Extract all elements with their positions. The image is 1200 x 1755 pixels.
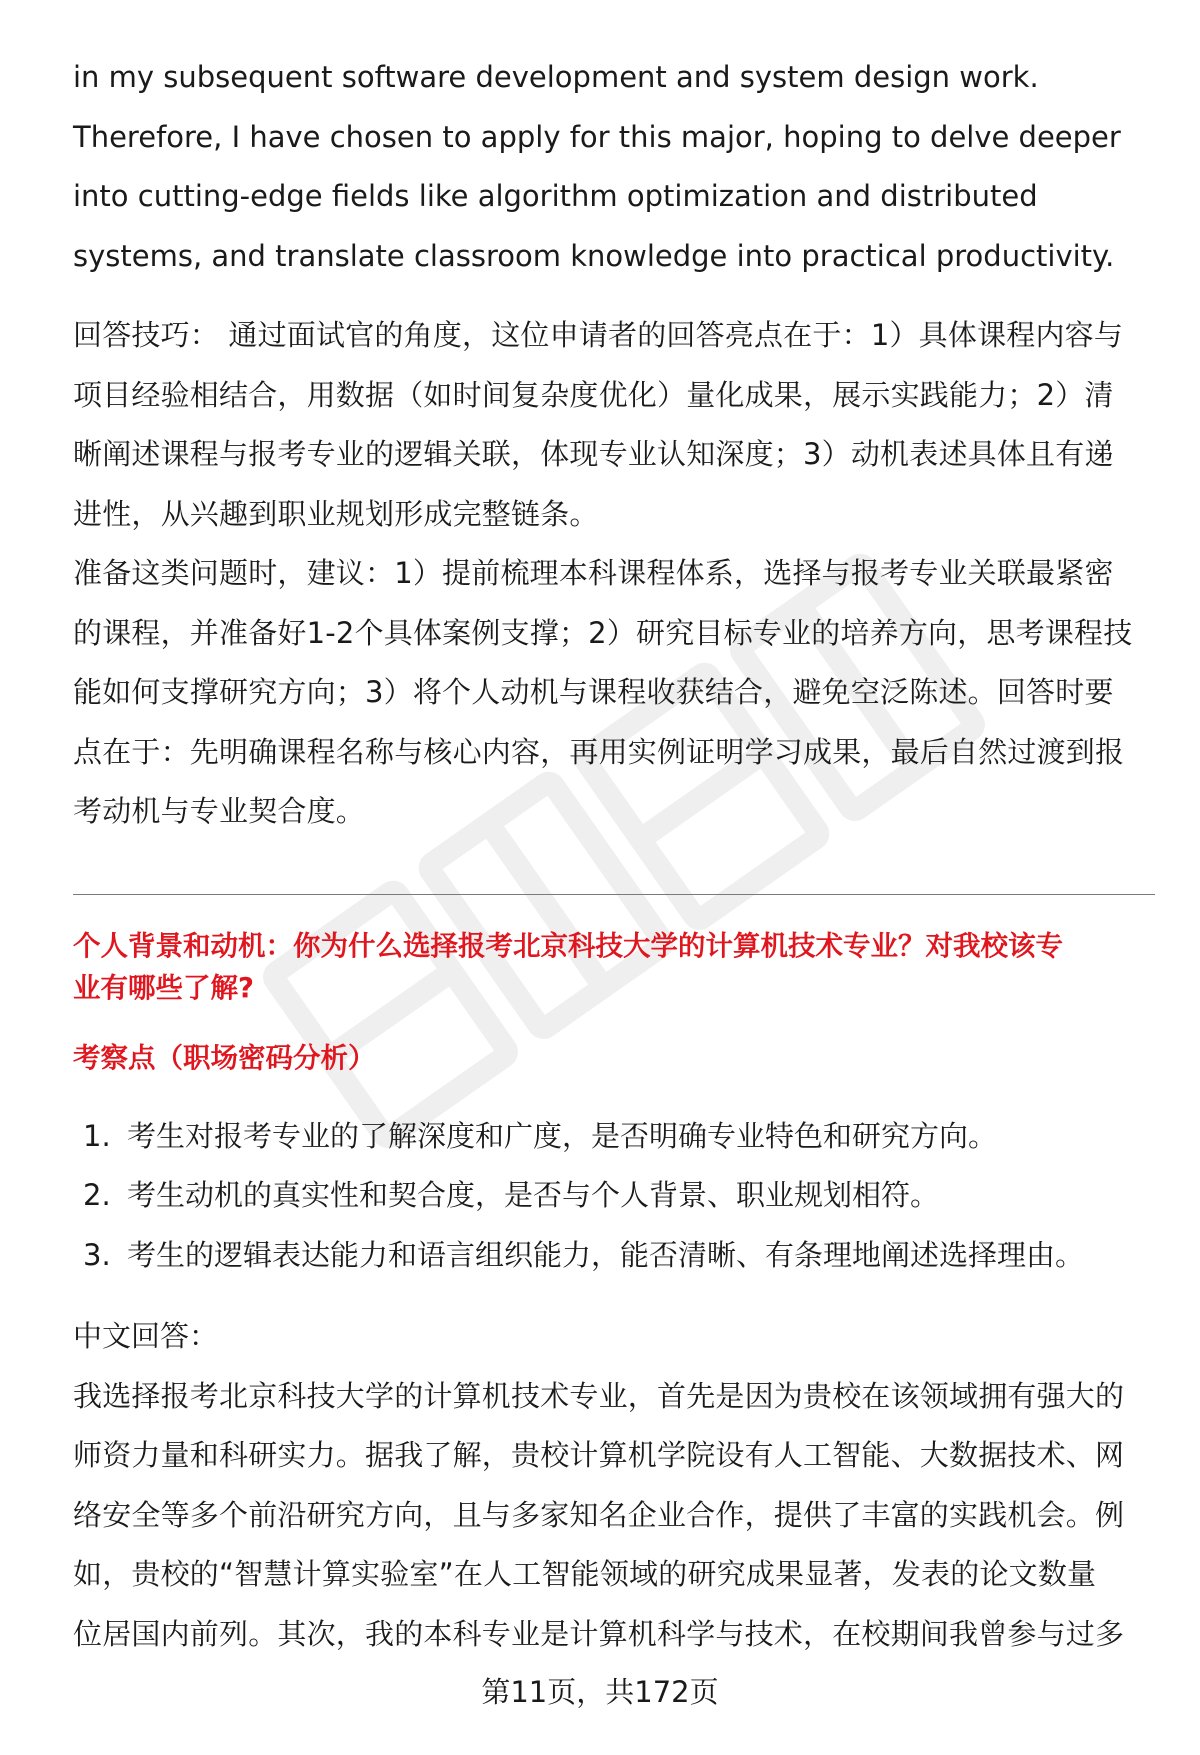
list-text: 考生对报考专业的了解深度和广度，是否明确专业特色和研究方向。: [127, 1118, 998, 1153]
tips-paragraph: [73, 306, 1155, 544]
list-text: 考生的逻辑表达能力和语言组织能力，能否清晰、有条理地阐述选择理由。: [127, 1237, 1085, 1272]
answer-line: 师资力量和科研实力。据我了解，贵校计算机学院设有人工智能、大数据技术、网: [73, 1438, 1125, 1472]
advice-paragraph: [73, 544, 1155, 842]
tips-line: 回答技巧： 通过面试官的角度，这位申请者的回答亮点在于：1）具体课程内容与: [73, 318, 1124, 352]
list-text: 考生动机的真实性和契合度，是否与个人背景、职业规划相符。: [127, 1178, 940, 1212]
tips-line: 晰阐述课程与报考专业的逻辑关联，体现专业认知深度；3）动机表述具体且有递: [73, 437, 1114, 471]
answer-line: 我选择报考北京科技大学的计算机技术专业，首先是因为贵校在该领域拥有强大的: [73, 1378, 1125, 1413]
document-page: [73, 48, 1155, 1664]
intro-line: systems, and translate classroom knowledge into practical productivity.: [73, 238, 1115, 273]
assessment-list: [73, 1107, 1155, 1286]
answer-label: 中文回答：: [73, 1319, 219, 1353]
intro-line: Therefore, I have chosen to apply for this major, hoping to delve deeper: [73, 119, 1121, 154]
advice-line: 能如何支撑研究方向；3）将个人动机与课程收获结合，避免空泛陈述。回答时要: [73, 675, 1114, 709]
list-number: 3.: [83, 1237, 111, 1272]
advice-line: 的课程，并准备好1-2个具体案例支撑；2）研究目标专业的培养方向，思考课程技: [73, 615, 1133, 650]
list-item: [73, 1166, 1155, 1226]
list-number: 1.: [83, 1118, 111, 1153]
intro-line: in my subsequent software development and system design work.: [73, 60, 1039, 94]
list-item: [73, 1107, 1155, 1167]
list-item: [73, 1226, 1155, 1286]
advice-line: 点在于：先明确课程名称与核心内容，再用实例证明学习成果，最后自然过渡到报: [73, 734, 1125, 769]
answer-line: 如，贵校的“智慧计算实验室”在人工智能领域的研究成果显著，发表的论文数量: [73, 1557, 1097, 1591]
advice-line: 准备这类问题时，建议：1）提前梳理本科课程体系，选择与报考专业关联最紧密: [73, 556, 1114, 590]
advice-line: 考动机与专业契合度。: [73, 794, 366, 828]
tips-line: 项目经验相结合，用数据（如时间复杂度优化）量化成果，展示实践能力；2）清: [73, 377, 1114, 412]
assessment-heading: 考察点（职场密码分析）: [73, 1041, 376, 1074]
question-line: 个人背景和动机：你为什么选择报考北京科技大学的计算机技术专业？对我校该专: [73, 929, 1063, 962]
answer-line: 位居国内前列。其次，我的本科专业是计算机科学与技术，在校期间我曾参与过多: [73, 1616, 1125, 1651]
tips-line: 进性，从兴趣到职业规划形成完整链条。: [73, 496, 599, 531]
intro-line: into cutting-edge fields like algorithm optimization and distributed: [73, 179, 1038, 213]
intro-paragraph: [73, 48, 1155, 286]
question-heading: [73, 925, 1155, 1009]
answer-line: 络安全等多个前沿研究方向，且与多家知名企业合作，提供了丰富的实践机会。例: [73, 1497, 1125, 1532]
page-footer: 第11页，共172页: [481, 1675, 719, 1709]
answer-paragraph: [73, 1367, 1155, 1665]
question-line: 业有哪些了解?: [73, 971, 254, 1004]
section-divider: [73, 894, 1155, 895]
list-number: 2.: [83, 1178, 111, 1212]
